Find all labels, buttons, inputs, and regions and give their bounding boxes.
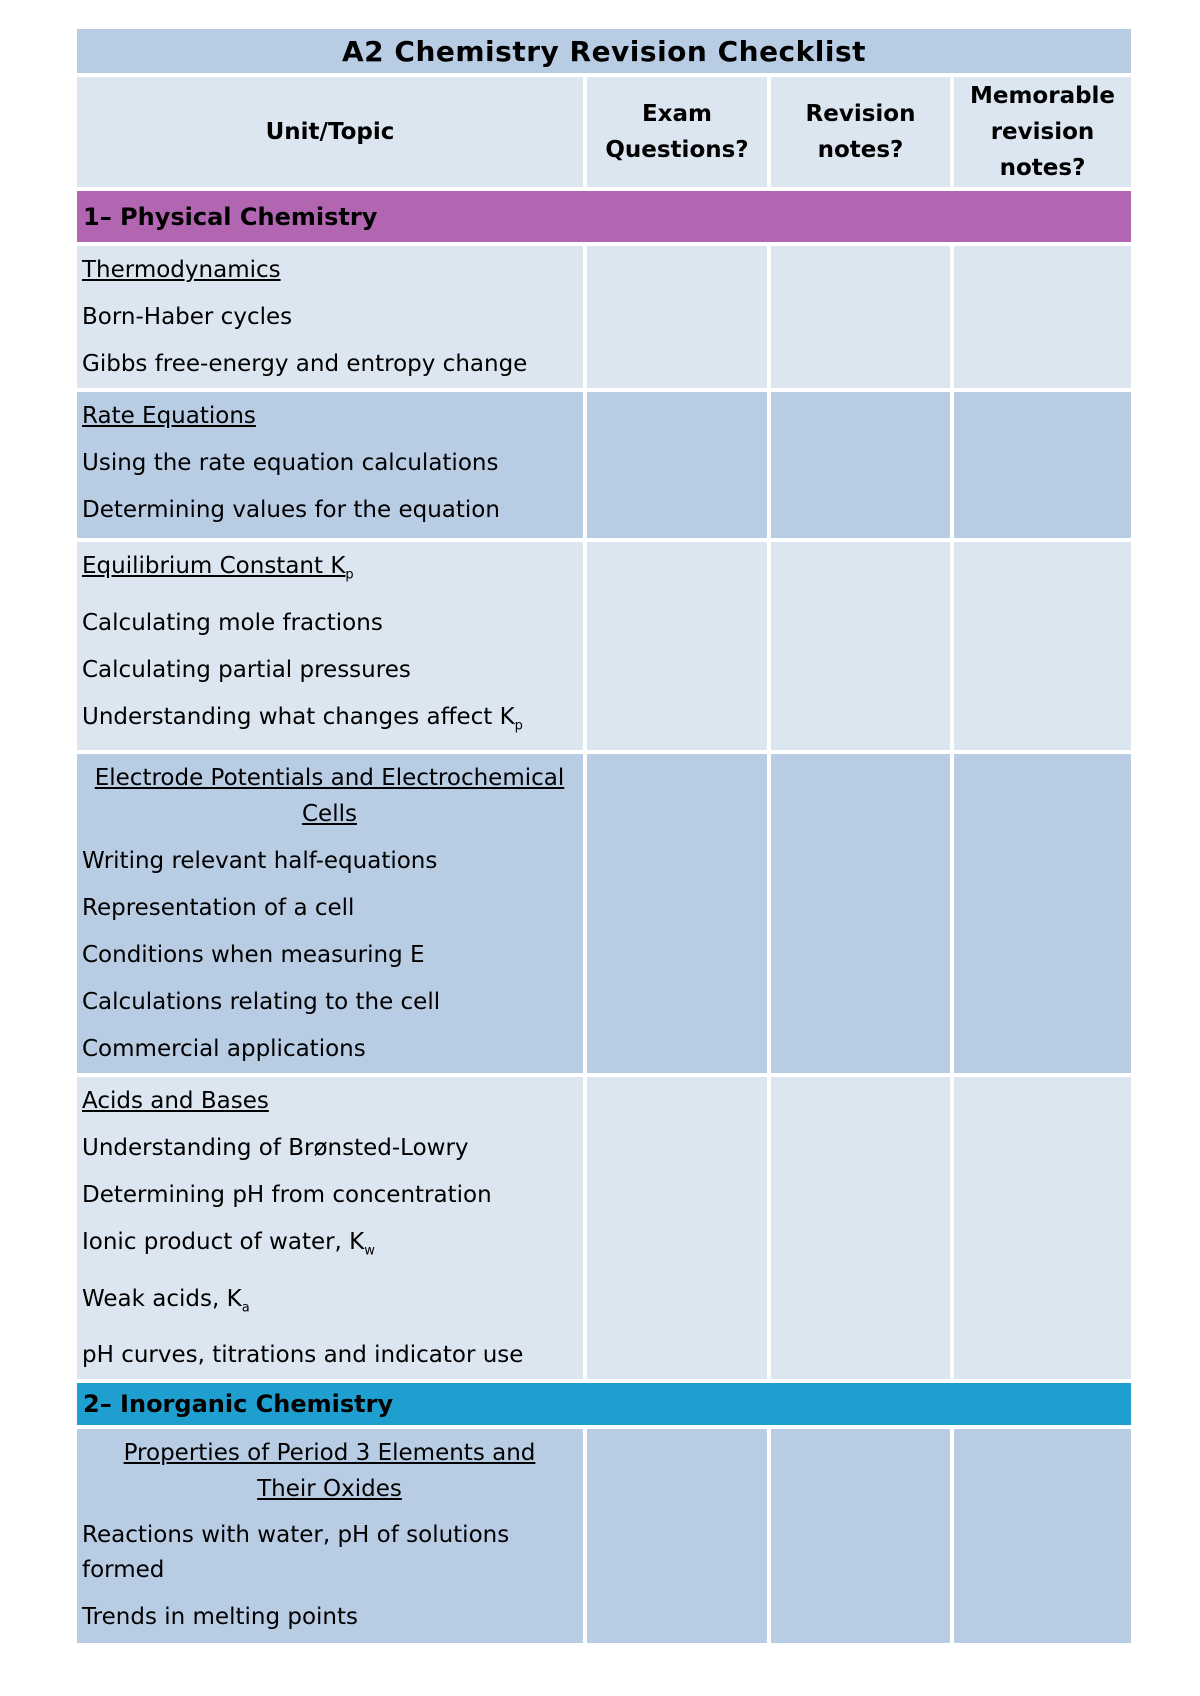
header-memo-line-1: Memorable bbox=[969, 83, 1116, 109]
topic-item: pH curves, titrations and indicator use bbox=[82, 1342, 524, 1369]
exam-questions-checkbox-cell[interactable] bbox=[587, 754, 771, 1077]
section-heading-inorganic-chemistry: 2– Inorganic Chemistry bbox=[77, 1383, 1131, 1429]
topic-item: Reactions with water, pH of solutions formed bbox=[82, 1522, 510, 1584]
topic-title: Properties of Period 3 Elements and Their Oxides bbox=[123, 1440, 536, 1503]
revision-notes-checkbox-cell[interactable] bbox=[771, 1429, 954, 1647]
topic-title: Thermodynamics bbox=[82, 257, 281, 283]
topic-cell bbox=[77, 1077, 587, 1383]
topic-item: Gibbs free-energy and entropy change bbox=[82, 351, 528, 377]
topic-item: Calculations relating to the cell bbox=[82, 989, 441, 1016]
revision-notes-checkbox-cell[interactable] bbox=[771, 542, 954, 754]
topic-item-text: Ionic product of water, K bbox=[82, 1229, 365, 1256]
revision-notes-checkbox-cell[interactable] bbox=[771, 392, 954, 542]
header-notes-line-2: notes? bbox=[817, 137, 904, 163]
topic-title-subscript: p bbox=[345, 567, 354, 583]
header-memo-line-2: revision bbox=[990, 119, 1095, 145]
header-exam-line-2: Questions? bbox=[605, 137, 749, 163]
topic-title: Rate Equations bbox=[82, 403, 256, 429]
topic-cell bbox=[77, 754, 587, 1077]
topic-item: Trends in melting points bbox=[82, 1604, 358, 1631]
revision-checklist-table bbox=[77, 29, 1131, 1647]
topic-item: Using the rate equation calculations bbox=[82, 450, 499, 476]
checklist-title: A2 Chemistry Revision Checklist bbox=[77, 29, 1131, 77]
header-exam-line-1: Exam bbox=[641, 101, 713, 127]
memorable-notes-checkbox-cell[interactable] bbox=[954, 542, 1131, 754]
title-row bbox=[77, 29, 1131, 77]
header-unit-topic: Unit/Topic bbox=[77, 77, 587, 191]
header-memo-line-3: notes? bbox=[999, 155, 1086, 181]
topic-item-subscript: w bbox=[364, 1243, 375, 1259]
memorable-notes-checkbox-cell[interactable] bbox=[954, 392, 1131, 542]
topic-title: Acids and Bases bbox=[82, 1088, 269, 1115]
memorable-notes-checkbox-cell[interactable] bbox=[954, 1429, 1131, 1647]
topic-cell bbox=[77, 542, 587, 754]
memorable-notes-checkbox-cell[interactable] bbox=[954, 246, 1131, 392]
section-row-physical bbox=[77, 191, 1131, 246]
topic-item: Determining pH from concentration bbox=[82, 1182, 492, 1209]
topic-cell bbox=[77, 1429, 587, 1647]
topic-item: Calculating partial pressures bbox=[82, 656, 411, 683]
topic-item-subscript: a bbox=[241, 1300, 250, 1316]
topic-item-text: Understanding what changes affect K bbox=[82, 703, 515, 730]
section-heading-physical-chemistry: 1– Physical Chemistry bbox=[77, 191, 1131, 246]
header-memorable-notes bbox=[954, 77, 1131, 191]
topic-title bbox=[82, 548, 577, 594]
exam-questions-checkbox-cell[interactable] bbox=[587, 542, 771, 754]
memorable-notes-checkbox-cell[interactable] bbox=[954, 1077, 1131, 1383]
topic-title-text: Equilibrium Constant K bbox=[82, 553, 346, 579]
topic-item: Writing relevant half-equations bbox=[82, 848, 438, 875]
section-row-inorganic bbox=[77, 1383, 1131, 1429]
topic-item: Determining values for the equation bbox=[82, 497, 500, 523]
exam-questions-checkbox-cell[interactable] bbox=[587, 392, 771, 542]
exam-questions-checkbox-cell[interactable] bbox=[587, 1429, 771, 1647]
topic-item: Representation of a cell bbox=[82, 895, 355, 922]
header-revision-notes bbox=[771, 77, 954, 191]
header-row bbox=[77, 77, 1131, 191]
revision-notes-checkbox-cell[interactable] bbox=[771, 246, 954, 392]
topic-item bbox=[82, 699, 577, 745]
revision-notes-checkbox-cell[interactable] bbox=[771, 754, 954, 1077]
topic-item: Understanding of Brønsted-Lowry bbox=[82, 1135, 469, 1162]
topic-row-rate-equations bbox=[77, 392, 1131, 542]
header-notes-line-1: Revision bbox=[805, 101, 916, 127]
topic-row-period-3 bbox=[77, 1429, 1131, 1647]
exam-questions-checkbox-cell[interactable] bbox=[587, 246, 771, 392]
topic-row-thermodynamics bbox=[77, 246, 1131, 392]
topic-item: Calculating mole fractions bbox=[82, 609, 383, 636]
topic-row-equilibrium-constant bbox=[77, 542, 1131, 754]
topic-item: Born-Haber cycles bbox=[82, 304, 293, 330]
topic-row-electrode-potentials bbox=[77, 754, 1131, 1077]
header-exam-questions bbox=[587, 77, 771, 191]
topic-row-acids-and-bases bbox=[77, 1077, 1131, 1383]
topic-item bbox=[82, 1224, 577, 1270]
topic-item: Conditions when measuring E bbox=[82, 942, 425, 969]
topic-item-text: Weak acids, K bbox=[82, 1285, 242, 1312]
topic-item: Commercial applications bbox=[82, 1036, 366, 1063]
topic-cell bbox=[77, 246, 587, 392]
topic-item-subscript: p bbox=[514, 718, 523, 734]
topic-title: Electrode Potentials and Electrochemical Cells bbox=[94, 765, 565, 828]
topic-item bbox=[82, 1281, 577, 1327]
revision-notes-checkbox-cell[interactable] bbox=[771, 1077, 954, 1383]
exam-questions-checkbox-cell[interactable] bbox=[587, 1077, 771, 1383]
memorable-notes-checkbox-cell[interactable] bbox=[954, 754, 1131, 1077]
topic-cell bbox=[77, 392, 587, 542]
